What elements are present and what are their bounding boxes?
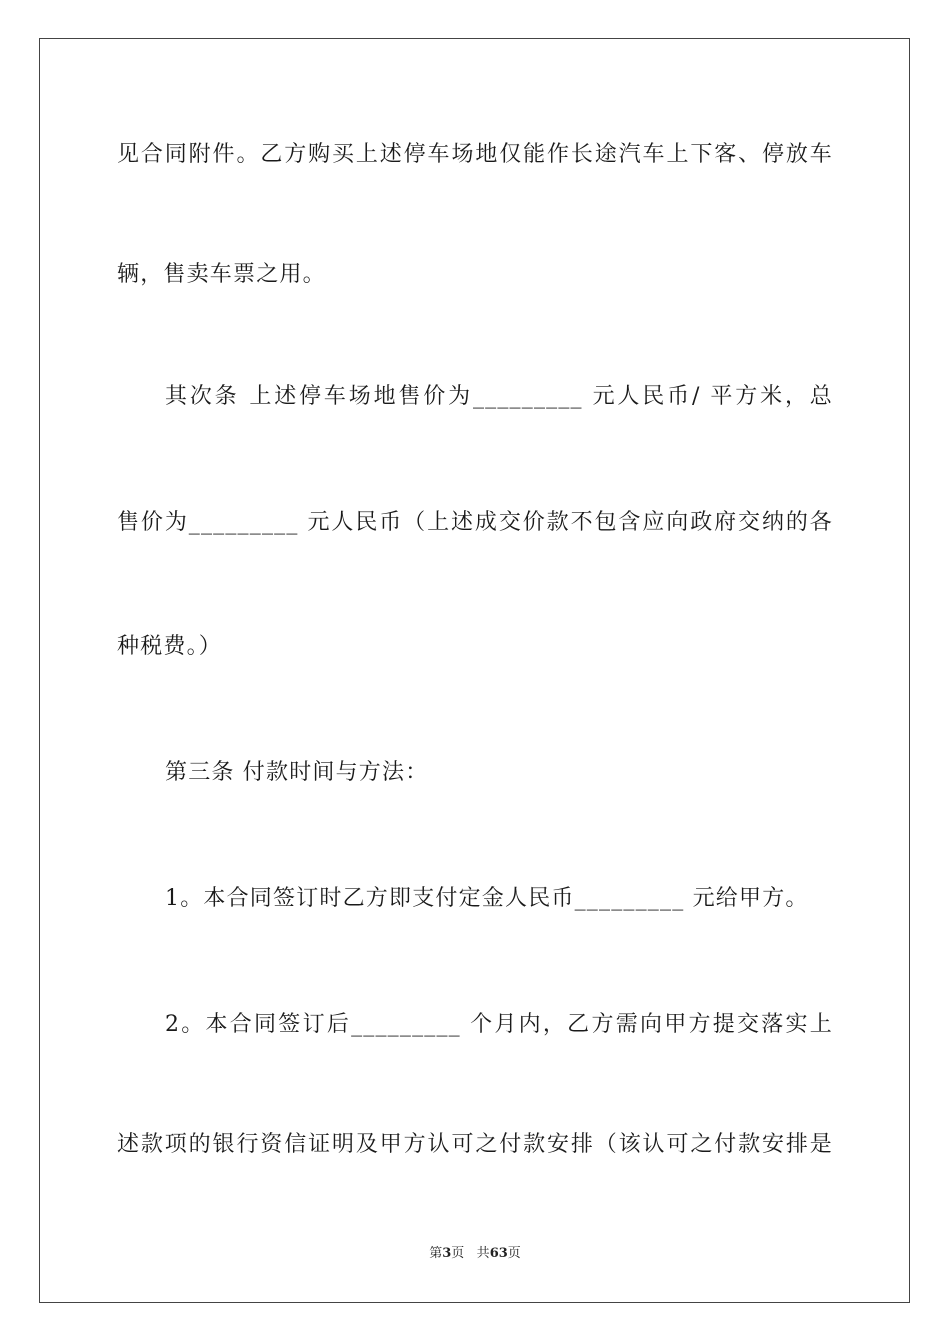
body-line-2: 辆，售卖车票之用。 xyxy=(117,262,326,287)
footer-page-total: 63 xyxy=(489,1246,508,1261)
footer-page-current: 3 xyxy=(442,1246,452,1261)
page-footer xyxy=(0,1245,950,1263)
body-line-7: 1。本合同签订时乙方即支付定金人民币_________ 元给甲方。 xyxy=(165,886,809,911)
body-line-8: 2。本合同签订后_________ 个月内，乙方需向甲方提交落实上 xyxy=(165,1012,833,1037)
body-line-9: 述款项的银行资信证明及甲方认可之付款安排（该认可之付款安排是 xyxy=(117,1132,833,1157)
body-line-4: 售价为_________ 元人民币（上述成交价款不包含应向政府交纳的各 xyxy=(117,510,833,535)
article-heading: 第三条 付款时间与方法： xyxy=(165,760,429,785)
footer-total-unit: 页 xyxy=(507,1246,521,1261)
body-line-1: 见合同附件。乙方购买上述停车场地仅能作长途汽车上下客、停放车 xyxy=(117,142,833,167)
footer-total-prefix: 共 xyxy=(476,1246,490,1261)
body-line-3: 其次条 上述停车场地售价为_________ 元人民币/ 平方米，总 xyxy=(165,384,833,409)
footer-page-prefix: 第 xyxy=(429,1246,443,1261)
page-border xyxy=(39,38,910,1303)
footer-page-unit: 页 xyxy=(451,1246,465,1261)
body-line-5: 种税费。） xyxy=(117,634,223,659)
